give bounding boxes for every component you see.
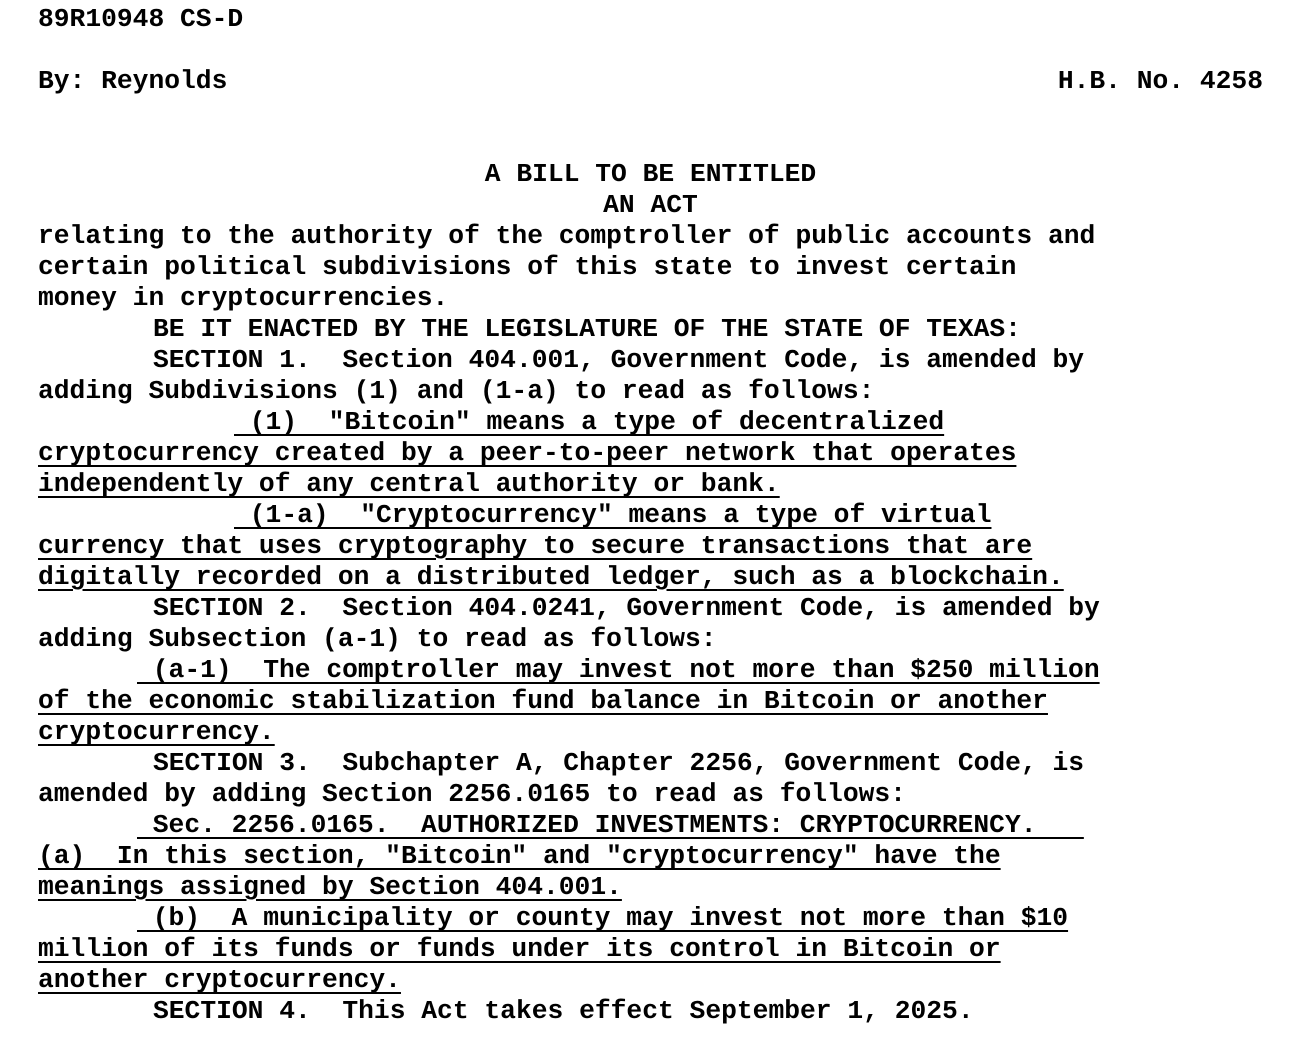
line-text: SECTION 1. Section 404.001, Government Code, is amended by [153,345,1085,375]
document-line [38,407,1263,438]
document-line [38,872,1263,903]
document-line [38,810,1263,841]
line-text: adding Subdivisions (1) and (1-a) to read as follows: [38,376,875,406]
inserted-text: (a-1) The comptroller may invest not more than $250 million [137,655,1100,685]
document-line [38,779,1263,810]
line-text: amended by adding Section 2256.0165 to read as follows: [38,779,906,809]
line-text: adding Subsection (a-1) to read as follows: [38,624,717,654]
inserted-text: (a) In this section, "Bitcoin" and "cryptocurrency" have the [38,841,1001,871]
document-line [38,283,1263,314]
document-line [38,345,1263,376]
document-line [38,748,1263,779]
inserted-text: cryptocurrency. [38,717,275,747]
line-text: relating to the authority of the comptroller of public accounts and [38,221,1096,251]
document-line [38,655,1263,686]
document-line [38,469,1263,500]
document-line [38,593,1263,624]
inserted-text: cryptocurrency created by a peer-to-peer network that operates [38,438,1017,468]
inserted-text: meanings assigned by Section 404.001. [38,872,622,902]
inserted-text: (1-a) "Cryptocurrency" means a type of virtual [234,500,992,530]
line-text: money in cryptocurrencies. [38,283,449,313]
inserted-text: another cryptocurrency. [38,965,401,995]
author-line: By: Reynolds [38,66,228,96]
line-text: SECTION 3. Subchapter A, Chapter 2256, Government Code, is [153,748,1085,778]
document-line [38,500,1263,531]
line-text: certain political subdivisions of this state to invest certain [38,252,1017,282]
inserted-text: independently of any central authority or bank. [38,469,780,499]
inserted-text: Sec. 2256.0165. AUTHORIZED INVESTMENTS: CRYPTOCURRENCY. [137,810,1084,840]
inserted-text: million of its funds or funds under its control in Bitcoin or [38,934,1001,964]
caption-heading: A BILL TO BE ENTITLED [484,159,817,189]
line-text: SECTION 2. Section 404.0241, Government Code, is amended by [153,593,1100,623]
document-line [38,221,1263,252]
bill-number: H.B. No. 4258 [1057,66,1263,96]
document-line [38,996,1263,1027]
document-line [38,934,1263,965]
filing-code: 89R10948 CS-D [38,4,244,34]
document-line [38,903,1263,934]
document-line [38,686,1263,717]
line-text: BE IT ENACTED BY THE LEGISLATURE OF THE STATE OF TEXAS: [153,314,1021,344]
document-line [38,562,1263,593]
inserted-text: (1) "Bitcoin" means a type of decentralized [234,407,945,437]
document-line [38,314,1263,345]
document-line [38,624,1263,655]
document-line [38,841,1263,872]
spacer [38,97,1263,159]
bill-body [38,221,1263,1027]
document-line [38,438,1263,469]
act-heading: AN ACT [603,190,698,220]
document-line [38,376,1263,407]
document-line [38,717,1263,748]
document-line [38,965,1263,996]
inserted-text: currency that uses cryptography to secure transactions that are [38,531,1033,561]
inserted-text: of the economic stabilization fund balance in Bitcoin or another [38,686,1048,716]
inserted-text: digitally recorded on a distributed ledger, such as a blockchain. [38,562,1064,592]
inserted-text: (b) A municipality or county may invest not more than $10 [137,903,1069,933]
line-text: SECTION 4. This Act takes effect September 1, 2025. [153,996,974,1026]
header-row [38,66,1263,97]
spacer [38,35,1263,66]
document-line [38,531,1263,562]
document-line [38,252,1263,283]
